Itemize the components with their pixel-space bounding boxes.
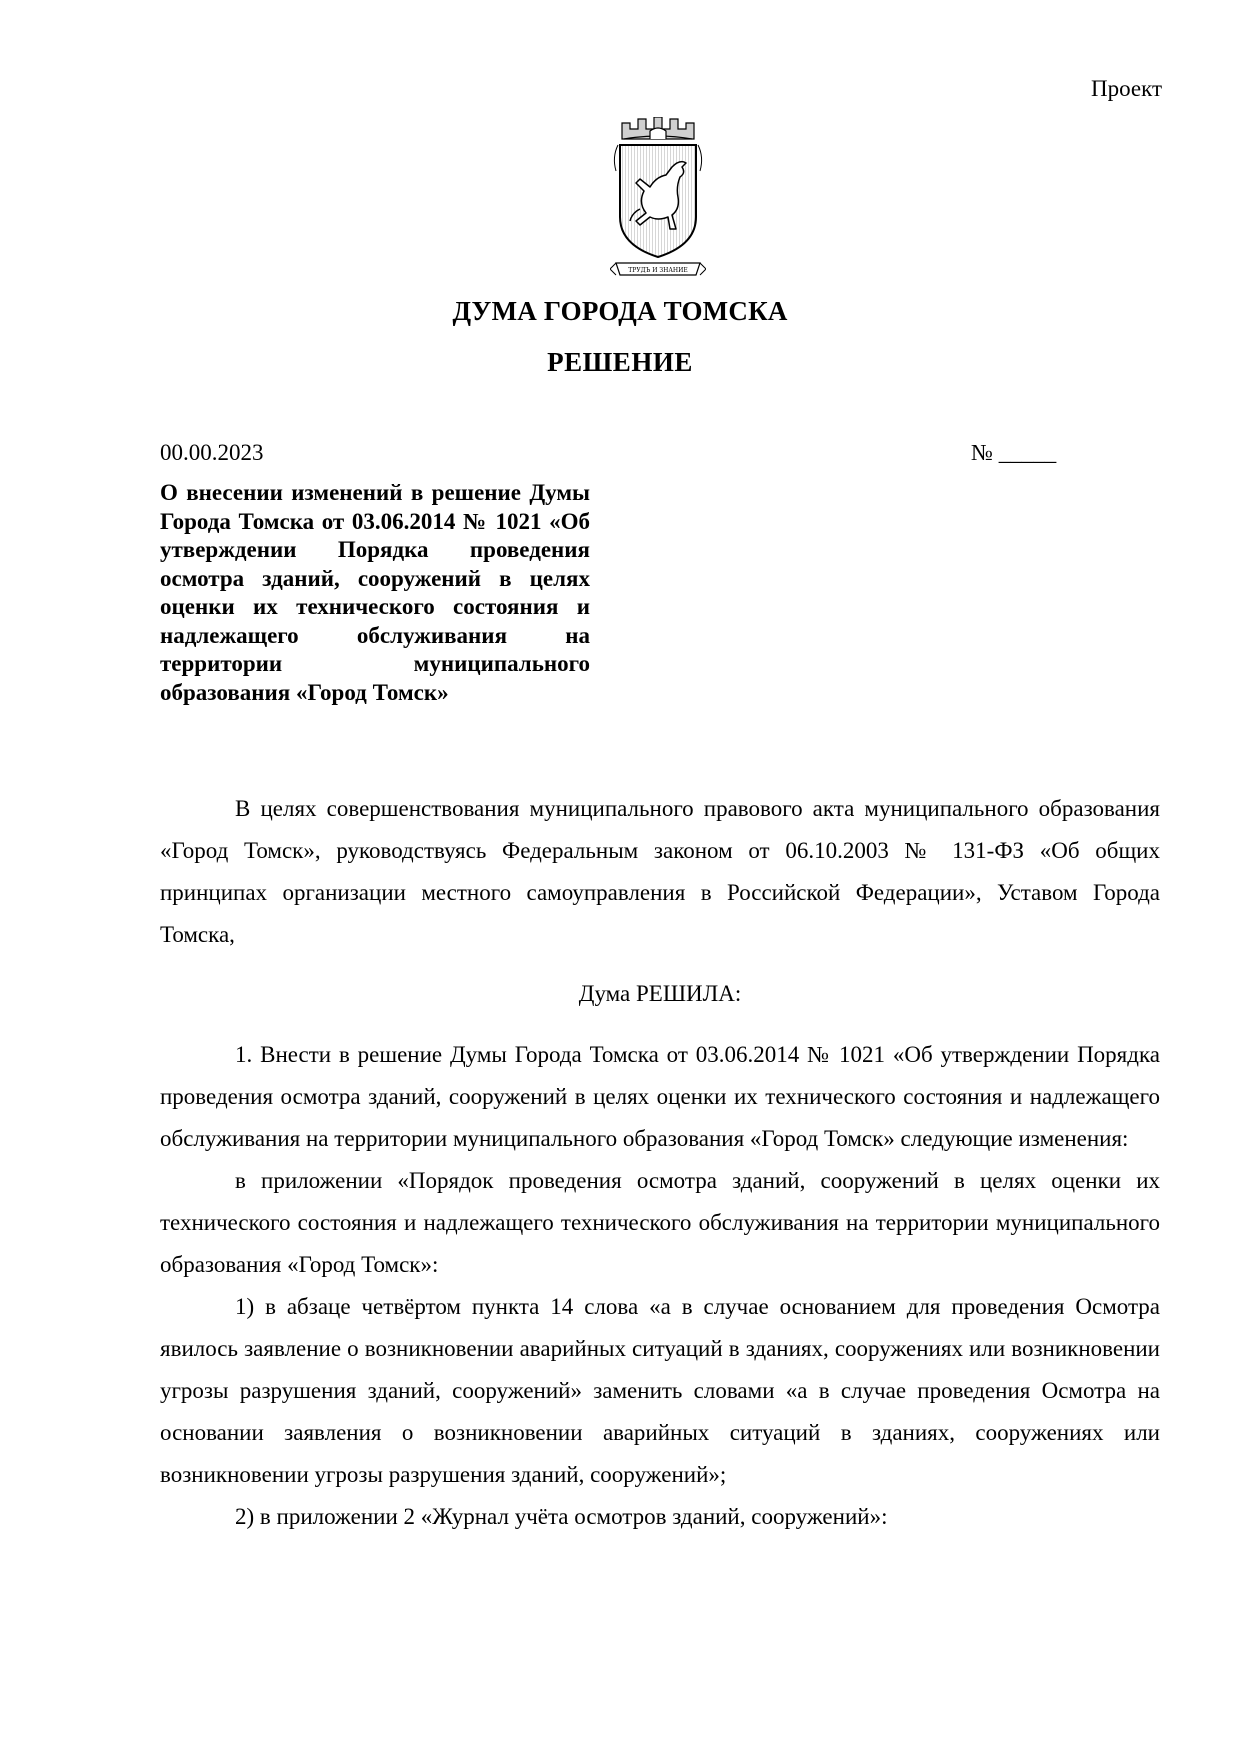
draft-label: Проект (1090, 76, 1162, 101)
decision-subject: О внесении изменений в решение Думы Города Томска от 03.06.2014 № 1021 «Об утверждении Порядка проведения осмотра зданий, сооружений в целях оценки их технического состояния и надлежащего обслуживания на территории муниципального образования «Город Томск» (160, 480, 590, 705)
item-1-paragraph: 1. Внести в решение Думы Города Томска от 03.06.2014 № 1021 «Об утверждении Порядка проведения осмотра зданий, сооружений в целях оценки их технического состояния и надлежащего обслуживания на территории муниципального образования «Город Томск» следующие изменения: (160, 1042, 1160, 1151)
document-number: № _____ (971, 440, 1057, 465)
svg-text:ТРУДЪ И ЗНАНИЕ: ТРУДЪ И ЗНАНИЕ (628, 267, 688, 274)
document-date: 00.00.2023 (160, 440, 264, 465)
document-type-title: РЕШЕНИЕ (547, 347, 693, 377)
subitem-1-paragraph: 1) в абзаце четвёртом пункта 14 слова «а в случае основанием для проведения Осмотра явилось заявление о возникновении аварийных ситуаций в зданиях, сооружениях или возникновении угрозы разрушения зданий, сооружений» заменить словами «а в случае проведения Осмотра на основании заявления о возникновении аварийных ситуаций в зданиях, сооружениях или возникновении угрозы разрушения зданий, сооружений»; (160, 1294, 1160, 1487)
tomsk-coat-of-arms-icon (610, 117, 706, 291)
council-name: ДУМА ГОРОДА ТОМСКА (452, 296, 788, 326)
subitem-2-paragraph: 2) в приложении 2 «Журнал учёта осмотров зданий, сооружений»: (235, 1504, 888, 1529)
decision-body (160, 788, 1160, 1538)
appendix-intro-paragraph: в приложении «Порядок проведения осмотра зданий, сооружений в целях оценки их технического состояния и надлежащего технического обслуживания на территории муниципального образования «Город Томск»: (160, 1168, 1160, 1277)
decision-heading: Дума РЕШИЛА: (578, 981, 742, 1006)
preamble-paragraph: В целях совершенствования муниципального правового акта муниципального образования «Город Томск», руководствуясь Федеральным законом от 06.10.2003 № 131-ФЗ «Об общих принципах организации местного самоуправления в Российской Федерации», Уставом Города Томска, (160, 796, 1160, 947)
